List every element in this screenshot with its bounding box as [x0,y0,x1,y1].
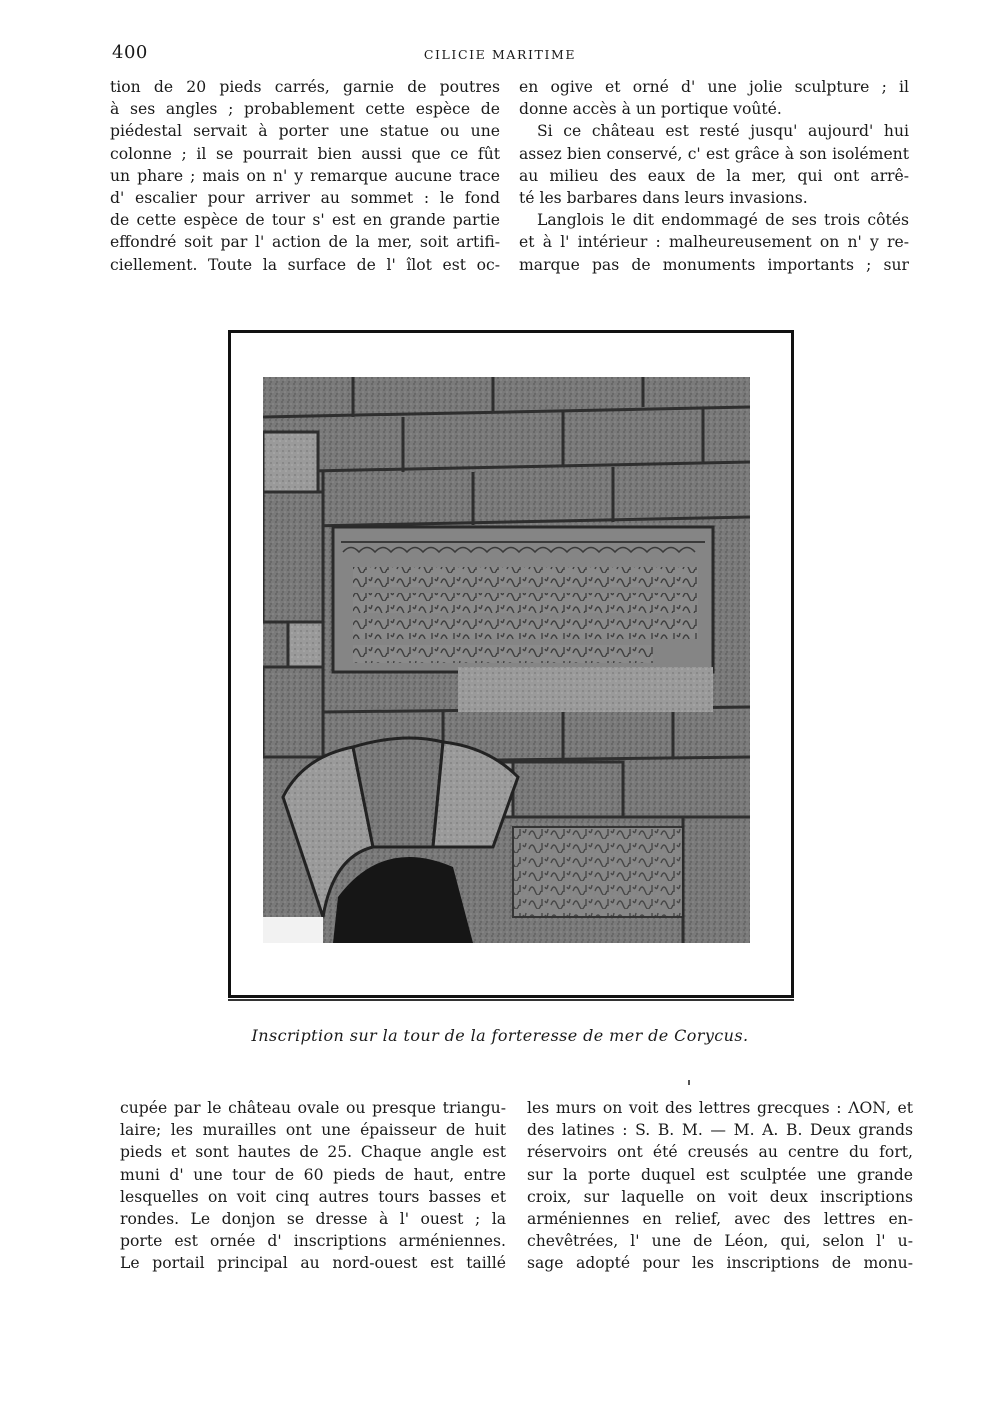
text-line: Si ce château est resté jusqu' aujourd' hui [537,122,909,141]
text-line: assez bien conservé, c' est grâce à son isolément [519,144,909,163]
text-line: les murs on voit des lettres grecques : ΛΟΝ, et [527,1099,913,1117]
text-line: en ogive et orné d' une jolie sculpture ; il [519,78,909,96]
inscription-photo [263,377,750,943]
print-speck [688,1080,690,1085]
text-line: et à l' intérieur : malheureusement on n' y re- [519,233,909,252]
text-line: un phare ; mais on n' y remarque aucune trace [110,166,500,185]
text-column-top-right [519,76,909,276]
text-line: pieds et sont hautes de 25. Chaque angle est [120,1143,506,1162]
text-line: Le portail principal au nord-ouest est taillé [120,1254,506,1273]
text-line: piédestal servait à porter une statue ou une [110,122,500,141]
text-column-bottom-right [527,1097,913,1275]
text-line: cupée par le château ovale ou presque triangu- [120,1099,506,1117]
text-line: d' escalier pour arriver au sommet : le fond [110,189,500,208]
text-line: laire; les murailles ont une épaisseur de huit [120,1121,506,1140]
text-line: té les barbares dans leurs invasions. [519,189,808,208]
text-line: de cette espèce de tour s' est en grande partie [110,211,500,230]
text-line: marque pas de monuments importants ; sur [519,255,909,274]
figure-caption: Inscription sur la tour de la forteresse de mer de Corycus. [251,1026,749,1045]
text-line: tion de 20 pieds carrés, garnie de poutres [110,78,500,96]
text-line: porte est ornée d' inscriptions arméniennes. [120,1232,506,1251]
text-line: des latines : S. B. M. — M. A. B. Deux grands [527,1121,913,1140]
text-line: croix, sur laquelle on voit deux inscriptions [527,1187,913,1206]
text-column-top-left [110,76,500,276]
text-line: chevêtrées, l' une de Léon, qui, selon l' u- [527,1232,913,1251]
page-number: 400 [112,42,148,63]
text-line: effondré soit par l' action de la mer, soit artifi- [110,233,500,252]
text-line: arméniennes en relief, avec des lettres en- [527,1210,913,1229]
text-line: colonne ; il se pourrait bien aussi que ce fût [110,144,500,163]
text-line: ciellement. Toute la surface de l' îlot est oc- [110,255,500,274]
text-line: au milieu des eaux de la mer, qui ont arrê- [519,166,909,185]
text-line: rondes. Le donjon se dresse à l' ouest ; la [120,1210,506,1229]
text-line: donne accès à un portique voûté. [519,100,782,119]
text-line: Langlois le dit endommagé de ses trois côtés [537,211,909,230]
text-line: sur la porte duquel est sculptée une grande [527,1165,913,1184]
text-line: à ses angles ; probablement cette espèce de [110,100,500,119]
text-line: réservoirs ont été creusés au centre du fort, [527,1143,913,1162]
text-column-bottom-left [120,1097,506,1275]
text-line: sage adopté pour les inscriptions de monu- [527,1254,913,1273]
running-head: CILICIE MARITIME [423,47,577,62]
text-line: lesquelles on voit cinq autres tours basses et [120,1187,506,1206]
text-line: muni d' une tour de 60 pieds de haut, entre [120,1165,506,1184]
